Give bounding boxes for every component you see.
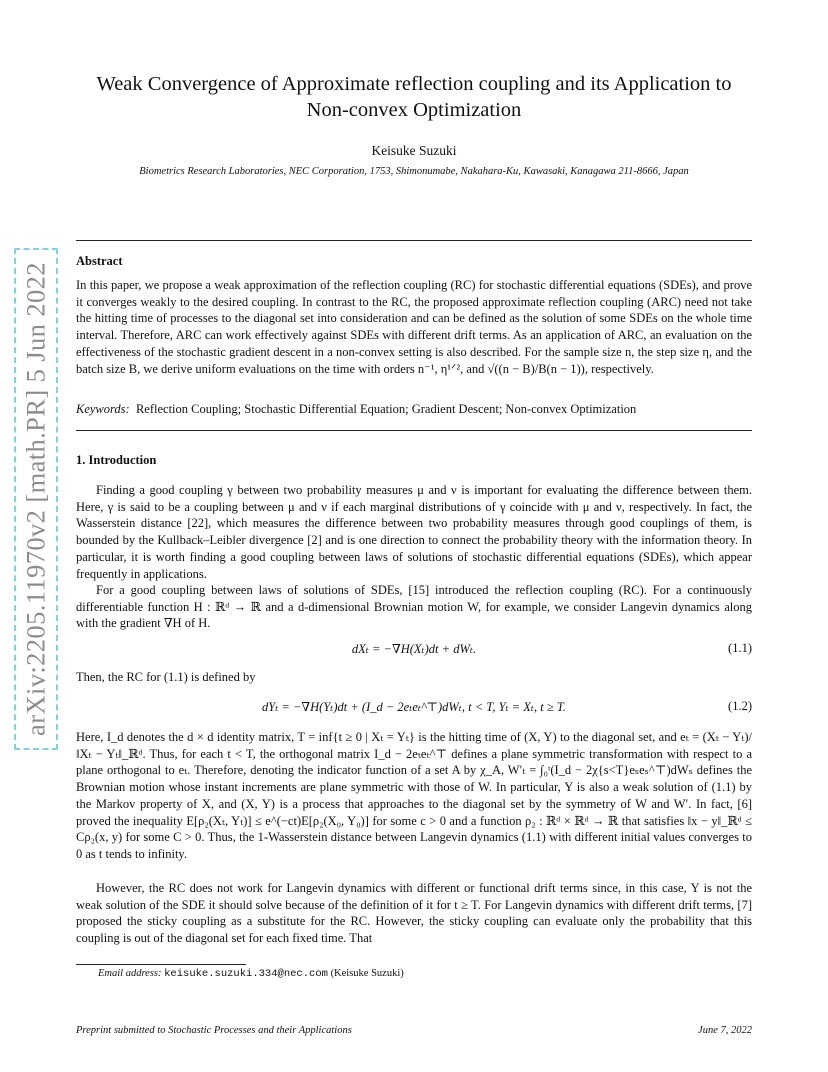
- keywords-label: Keywords:: [76, 402, 130, 416]
- abstract-bottom-rule: [76, 430, 752, 431]
- footer-date: June 7, 2022: [698, 1025, 752, 1036]
- keywords-line: [76, 402, 752, 417]
- intro-paragraph-2-text: For a good coupling between laws of solutions of SDEs, [15] introduced the reflection coupling (RC). For a continuously differentiable function H : ℝᵈ → ℝ and a d-dimensional Brownian motion W, for example, we consider Langevin dynamics along with the gradient ∇H of H.: [76, 583, 752, 631]
- equation-1-1: [76, 641, 752, 659]
- section-heading-introduction: 1. Introduction: [76, 453, 157, 467]
- footnote: [98, 968, 404, 980]
- footnote-name: (Keisuke Suzuki): [330, 968, 404, 979]
- author-affiliation: Biometrics Research Laboratories, NEC Corporation, 1753, Shimonumabe, Nakahara-Ku, Kawasaki, Kanagawa 211-8666, Japan: [139, 166, 689, 177]
- equation-1-1-body: dXₜ = −∇H(Xₜ)dt + dWₜ.: [351, 642, 477, 656]
- equation-1-2: [76, 699, 752, 717]
- intro-paragraph-4: [76, 880, 752, 947]
- equation-1-1-number: (1.1): [728, 641, 752, 655]
- keywords-text: Reflection Coupling; Stochastic Differential Equation; Gradient Descent; Non-convex Optimization: [135, 402, 637, 416]
- footer-journal: Preprint submitted to Stochastic Processes and their Applications: [76, 1025, 352, 1036]
- intro-paragraph-1: [76, 482, 752, 582]
- abstract-heading: Abstract: [76, 254, 123, 268]
- paper-title: Weak Convergence of Approximate reflection coupling and its Application to Non-convex Optimization: [96, 73, 732, 121]
- intro-paragraph-1-text: Finding a good coupling γ between two probability measures μ and ν is important for evaluating the difference between them. Here, γ is said to be a coupling between μ and ν if each marginal distributions of γ coincide with μ and ν, respectively. In fact, the Wasserstein distance [22], which measures the difference between two probability measures through good couplings of them, is bounded by the Kullback–Leibler divergence [2] and is one direction to connect the probability theory with the information theory. In particular, it is worth finding a good coupling between laws of solutions of stochastic differential equations (SDEs), which appear frequently in applications.: [76, 483, 752, 581]
- author-name: Keisuke Suzuki: [371, 143, 457, 158]
- then-line: Then, the RC for (1.1) is defined by: [76, 670, 256, 684]
- equation-1-2-body: dYₜ = −∇H(Yₜ)dt + (I_d − 2eₜeₜ^⊤)dWₜ, t < T, Yₜ = Xₜ, t ≥ T.: [262, 700, 566, 714]
- equation-1-2-number: (1.2): [728, 699, 752, 713]
- arxiv-stamp-text[interactable]: arXiv:2205.11970v2 [math.PR] 5 Jun 2022: [20, 262, 51, 736]
- abstract-text: In this paper, we propose a weak approximation of the reflection coupling (RC) for stochastic differential equations (SDEs), and prove it converges weakly to the desired coupling. In contrast to the RC, the proposed approximate reflection coupling (ARC) need not take the hitting time of processes to the diagonal set into consideration and can be defined as the solution of some SDEs on the whole time interval. Therefore, ARC can work effectively against SDEs with different drift terms. As an application of ARC, an evaluation on the effectiveness of the stochastic gradient descent in a non-convex setting is also described. For the sample size n, the step size η, and the batch size B, we derive uniform evaluations on the time with orders n⁻¹, η¹ᐟ², and √((n − B)/B(n − 1)), respectively.: [76, 278, 752, 376]
- footnote-email-link[interactable]: keisuke.suzuki.334@nec.com: [164, 968, 328, 980]
- intro-paragraph-4-text: However, the RC does not work for Langevin dynamics with different or functional drift terms since, in this case, Y is not the weak solution of the SDE it should solve because of the definition of it for t ≥ T. For Langevin dynamics with different drift terms, [7] proposed the sticky coupling as a substitute for the RC. However, the sticky coupling can evaluate only the probability that this coupling is out of the diagonal set for each fixed time. That: [76, 881, 752, 946]
- intro-paragraph-3-text: Here, I_d denotes the d × d identity matrix, T = inf{t ≥ 0 | Xₜ = Yₜ} is the hitting time of (X, Y) to the diagonal set, and eₜ = (Xₜ − Yₜ)/‖Xₜ − Yₜ‖_ℝᵈ. Thus, for each t < T, the orthogonal matrix I_d − 2eₜeₜ^⊤ defines a plane symmetric transformation with respect to a plane orthogonal to eₜ. Therefore, denoting the indicator function of a set A by χ_A, W′ₜ = ∫₀ᵗ(I_d − 2χ{s<T}eₛeₛ^⊤)dWₛ defines the Brownian motion whose instant increments are plane symmetric with those of W. In particular, Y is also a weak solution of (1.1) by the Markov property of X, and (X, Y) is a process that approaches to the diagonal set by the symmetry of W and W′. In fact, [6] proved the inequality E[ρ₂(Xₜ, Yₜ)] ≤ e^(−ct)E[ρ₂(X₀, Y₀)] for some c > 0 and a function ρ₂ : ℝᵈ × ℝᵈ → ℝ that satisfies ‖x − y‖_ℝᵈ ≤ Cρ₂(x, y) for some C > 0. Thus, the 1-Wasserstein distance between Langevin dynamics (1.1) with different initial values converges to 0 as t tends to infinity.: [76, 730, 752, 861]
- intro-paragraph-2: [76, 582, 752, 632]
- abstract-top-rule: [76, 240, 752, 241]
- footnote-label: Email address:: [98, 968, 162, 979]
- footnote-rule: [76, 964, 246, 965]
- intro-paragraph-3: [76, 729, 752, 863]
